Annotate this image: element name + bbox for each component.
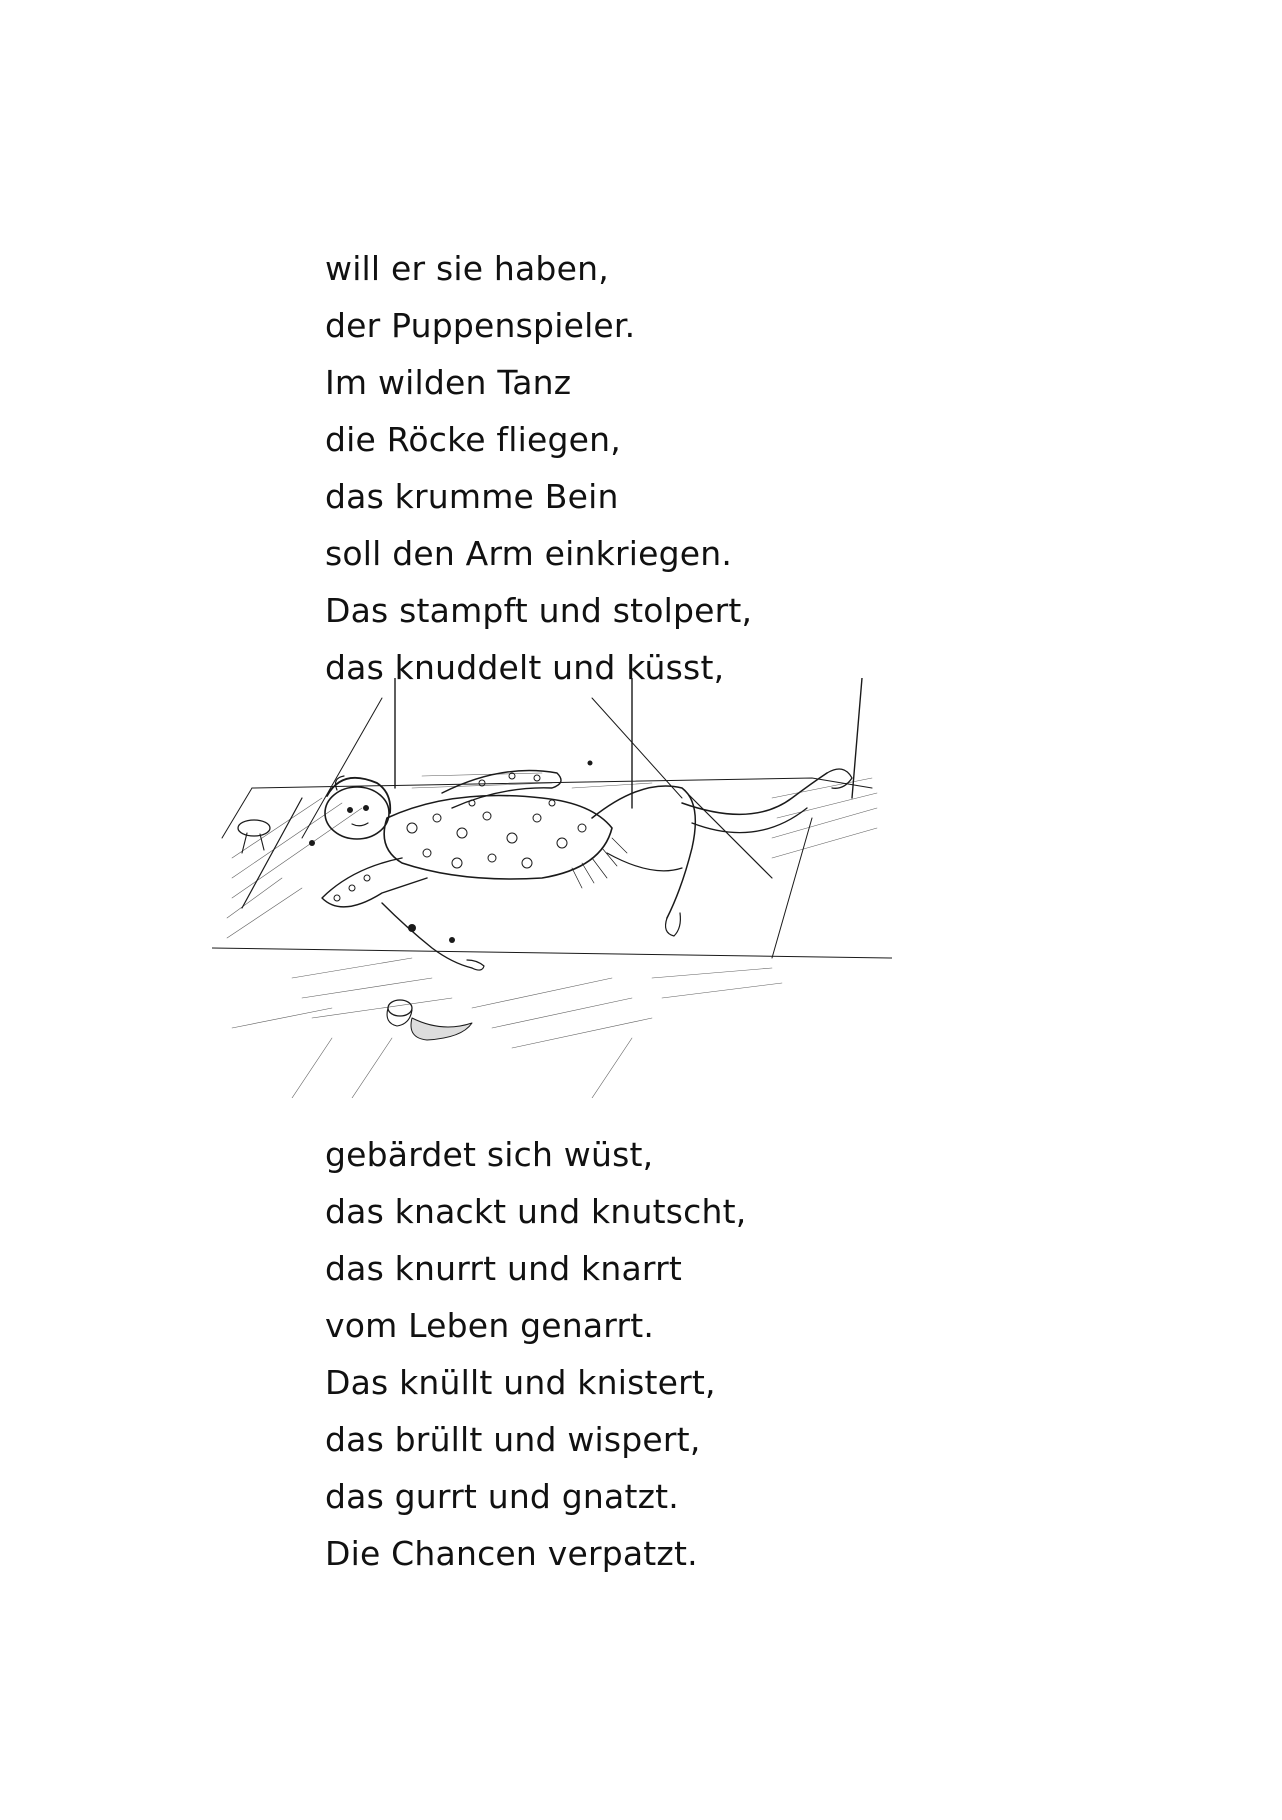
stanza-1 (325, 240, 752, 696)
verse-line: das knurrt und knarrt (325, 1249, 682, 1288)
verse-line: die Röcke fliegen, (325, 420, 621, 459)
verse-line: der Puppenspieler. (325, 306, 636, 345)
verse-line: das brüllt und wispert, (325, 1420, 701, 1459)
verse-line: das knuddelt und küsst, (325, 648, 725, 687)
verse-line: vom Leben genarrt. (325, 1306, 655, 1345)
verse-line: will er sie haben, (325, 249, 609, 288)
verse-line: Im wilden Tanz (325, 363, 572, 402)
verse-line: das krumme Bein (325, 477, 619, 516)
verse-line: Das knüllt und knistert, (325, 1363, 716, 1402)
verse-line: das gurrt und gnatzt. (325, 1477, 679, 1516)
stanza-2 (325, 1126, 746, 1582)
verse-line: Das stampft und stolpert, (325, 591, 753, 630)
verse-line: das knackt und knutscht, (325, 1192, 747, 1231)
verse-line: Die Chancen verpatzt. (325, 1534, 698, 1573)
verse-line: gebärdet sich wüst, (325, 1135, 654, 1174)
verse-line: soll den Arm einkriegen. (325, 534, 733, 573)
marionette-puppet-sketch-icon (212, 678, 892, 1098)
